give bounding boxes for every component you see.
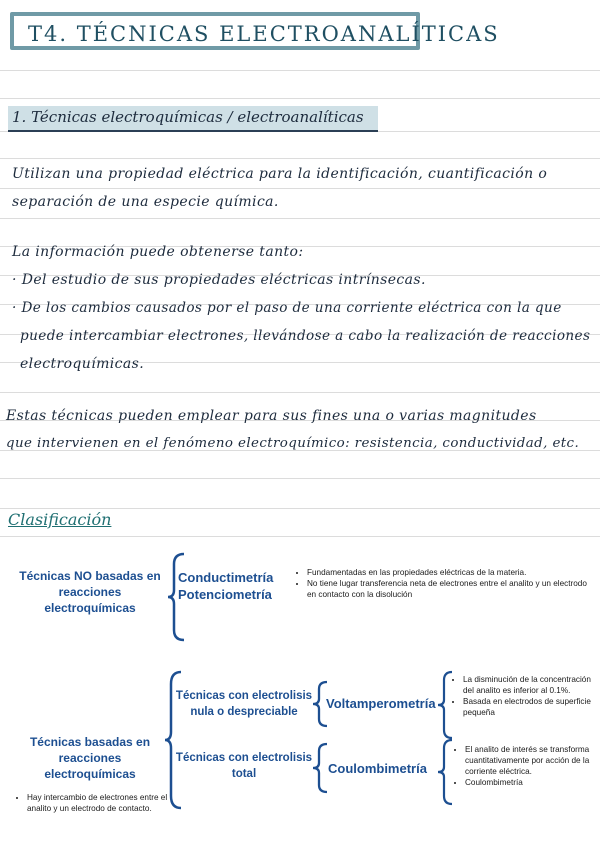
coulombimetria-label: Coulombimetría: [328, 761, 427, 776]
notes-coul: [454, 744, 596, 788]
notes-volt: [452, 674, 594, 718]
clasificacion-heading: Clasificación: [8, 510, 112, 529]
p2-bullet2-line2: puede intercambiar electrones, llevándose a cabo la realización de reacciones: [20, 328, 591, 344]
p3-line1: Estas técnicas pueden emplear para sus fines una o varias magnitudes: [6, 408, 537, 424]
section-title: 1. Técnicas electroquímicas / electroanalíticas: [12, 108, 364, 126]
p3-line2: que intervienen en el fenómeno electroquímico: resistencia, conductividad, etc.: [6, 436, 580, 451]
p2-bullet1: · Del estudio de sus propiedades eléctricas intrínsecas.: [12, 272, 426, 288]
electrolisis-total-label: Técnicas con electrolisis total: [175, 752, 313, 780]
conductimetria-label: Conductimetría: [178, 570, 274, 585]
electrolisis-nula-label: Técnicas con electrolisis nula o despreciable: [175, 690, 313, 718]
classification-diagram: [8, 542, 600, 840]
basadas-note: • Hay intercambio de electrones entre el analito y un electrodo de contacto.: [27, 792, 176, 814]
p1-line1: Utilizan una propiedad eléctrica para la identificación, cuantificación o: [12, 166, 548, 182]
note-coul-2: • Coulombimetría: [465, 777, 596, 788]
basadas-label: Técnicas basadas en reacciones electroquímicas: [29, 735, 151, 781]
note-coul-1: • El analito de interés se transforma cuantitativamente por acción de la corriente eléctrica.: [465, 744, 596, 777]
basadas-note-box: [16, 792, 176, 814]
note-top-2: • No tiene lugar transferencia neta de electrones entre el analito y un electrodo en contacto con la disolución: [307, 578, 594, 600]
no-basadas-label: Técnicas NO basadas en reacciones electroquímicas: [19, 569, 161, 615]
notes-top: [296, 567, 594, 600]
p2-bullet2-line1: · De los cambios causados por el paso de una corriente eléctrica con la que: [12, 300, 562, 316]
note-top-1: • Fundamentadas en las propiedades eléctricas de la materia.: [307, 567, 594, 578]
p1-line2: separación de una especie química.: [12, 194, 279, 210]
potenciometria-label: Potenciometría: [178, 587, 272, 602]
page-title: T4. TÉCNICAS ELECTROANALÍTICAS: [28, 22, 500, 46]
note-volt-1: • La disminución de la concentración del analito es inferior al 0.1%.: [463, 674, 594, 696]
title-box: [10, 12, 500, 50]
p2-intro: La información puede obtenerse tanto:: [12, 244, 304, 260]
voltamperometria-label: Voltamperometría: [326, 696, 436, 711]
section-heading: [8, 106, 378, 132]
note-volt-2: • Basada en electrodos de superficie pequeña: [463, 696, 594, 718]
p2-bullet2-line3: electroquímicas.: [20, 356, 145, 372]
